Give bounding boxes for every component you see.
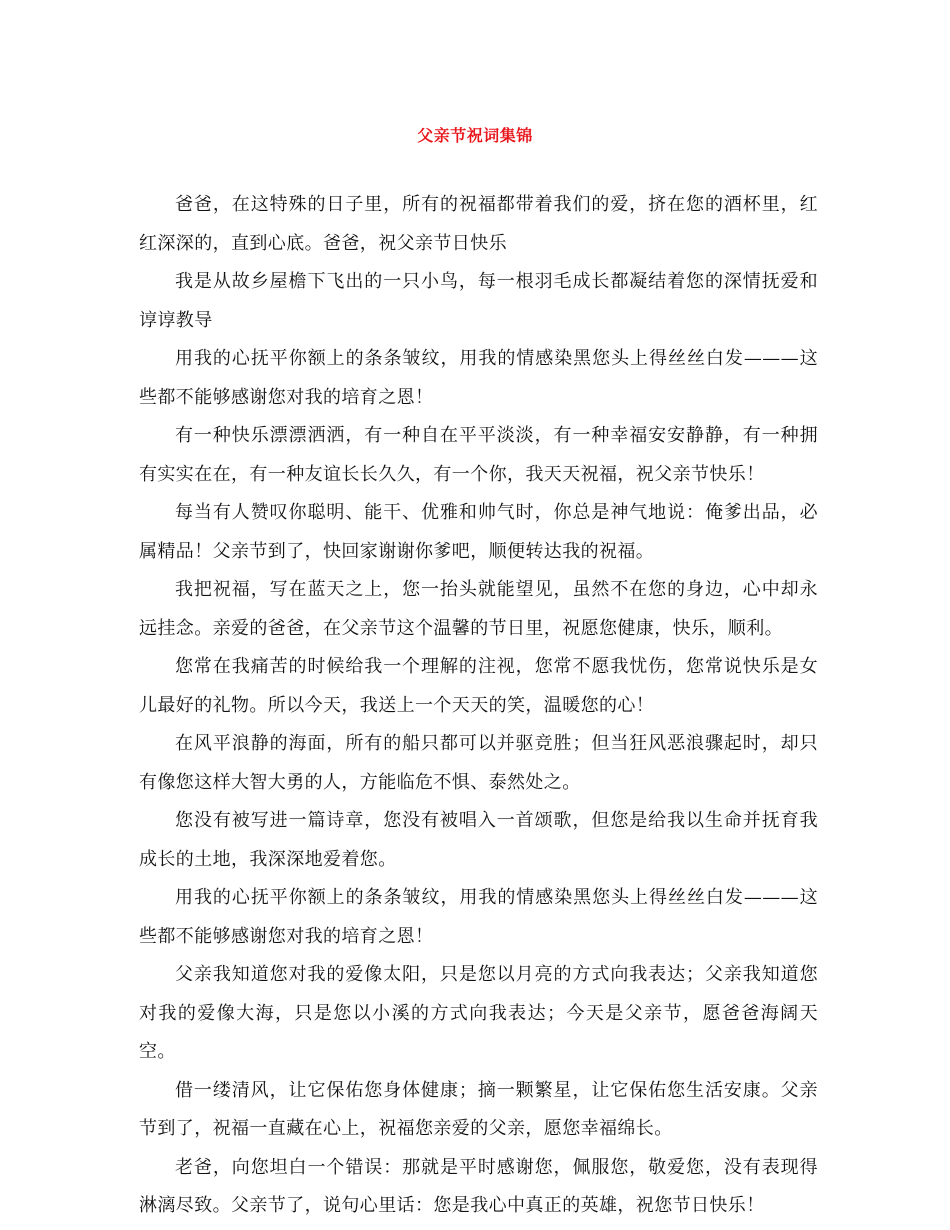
paragraph-3: 用我的心抚平你额上的条条皱纹，用我的情感染黑您头上得丝丝白发———这些都不能够感谢您对我的培育之恩！ (139, 348, 818, 408)
paragraph-2: 我是从故乡屋檐下飞出的一只小鸟，每一根羽毛成长都凝结着您的深情抚爱和谆谆教导 (139, 271, 818, 331)
paragraph-8: 在风平浪静的海面，所有的船只都可以并驱竞胜；但当狂风恶浪骤起时，却只有像您这样大智大勇的人，方能临危不惧、泰然处之。 (139, 733, 818, 793)
paragraph-1: 爸爸，在这特殊的日子里，所有的祝福都带着我们的爱，挤在您的酒杯里，红红深深的，直到心底。爸爸，祝父亲节日快乐 (139, 194, 818, 254)
document-body (139, 186, 818, 1226)
paragraph-6: 我把祝福，写在蓝天之上，您一抬头就能望见，虽然不在您的身边，心中却永远挂念。亲爱的爸爸，在父亲节这个温馨的节日里，祝愿您健康，快乐，顺利。 (139, 579, 818, 639)
paragraph-13: 老爸，向您坦白一个错误：那就是平时感谢您，佩服您，敬爱您，没有表现得淋漓尽致。父亲节了，说句心里话：您是我心中真正的英雄，祝您节日快乐！ (139, 1156, 818, 1216)
paragraph-5: 每当有人赞叹你聪明、能干、优雅和帅气时，你总是神气地说：俺爹出品，必属精品！父亲节到了，快回家谢谢你爹吧，顺便转达我的祝福。 (139, 502, 818, 562)
paragraph-10: 用我的心抚平你额上的条条皱纹，用我的情感染黑您头上得丝丝白发———这些都不能够感谢您对我的培育之恩！ (139, 887, 818, 947)
paragraph-12: 借一缕清风，让它保佑您身体健康；摘一颗繁星，让它保佑您生活安康。父亲节到了，祝福一直藏在心上，祝福您亲爱的父亲，愿您幸福绵长。 (139, 1079, 818, 1139)
paragraph-9: 您没有被写进一篇诗章，您没有被唱入一首颂歌，但您是给我以生命并抚育我成长的土地，我深深地爱着您。 (139, 810, 818, 870)
paragraph-7: 您常在我痛苦的时候给我一个理解的注视，您常不愿我忧伤，您常说快乐是女儿最好的礼物。所以今天，我送上一个天天的笑，温暖您的心！ (139, 656, 818, 716)
paragraph-4: 有一种快乐漂漂洒洒，有一种自在平平淡淡，有一种幸福安安静静，有一种拥有实实在在，有一种友谊长长久久，有一个你，我天天祝福，祝父亲节快乐！ (139, 425, 818, 485)
paragraph-11: 父亲我知道您对我的爱像太阳，只是您以月亮的方式向我表达；父亲我知道您对我的爱像大海，只是您以小溪的方式向我表达；今天是父亲节，愿爸爸海阔天空。 (139, 964, 818, 1062)
document-title: 父亲节祝词集锦 (417, 126, 533, 145)
